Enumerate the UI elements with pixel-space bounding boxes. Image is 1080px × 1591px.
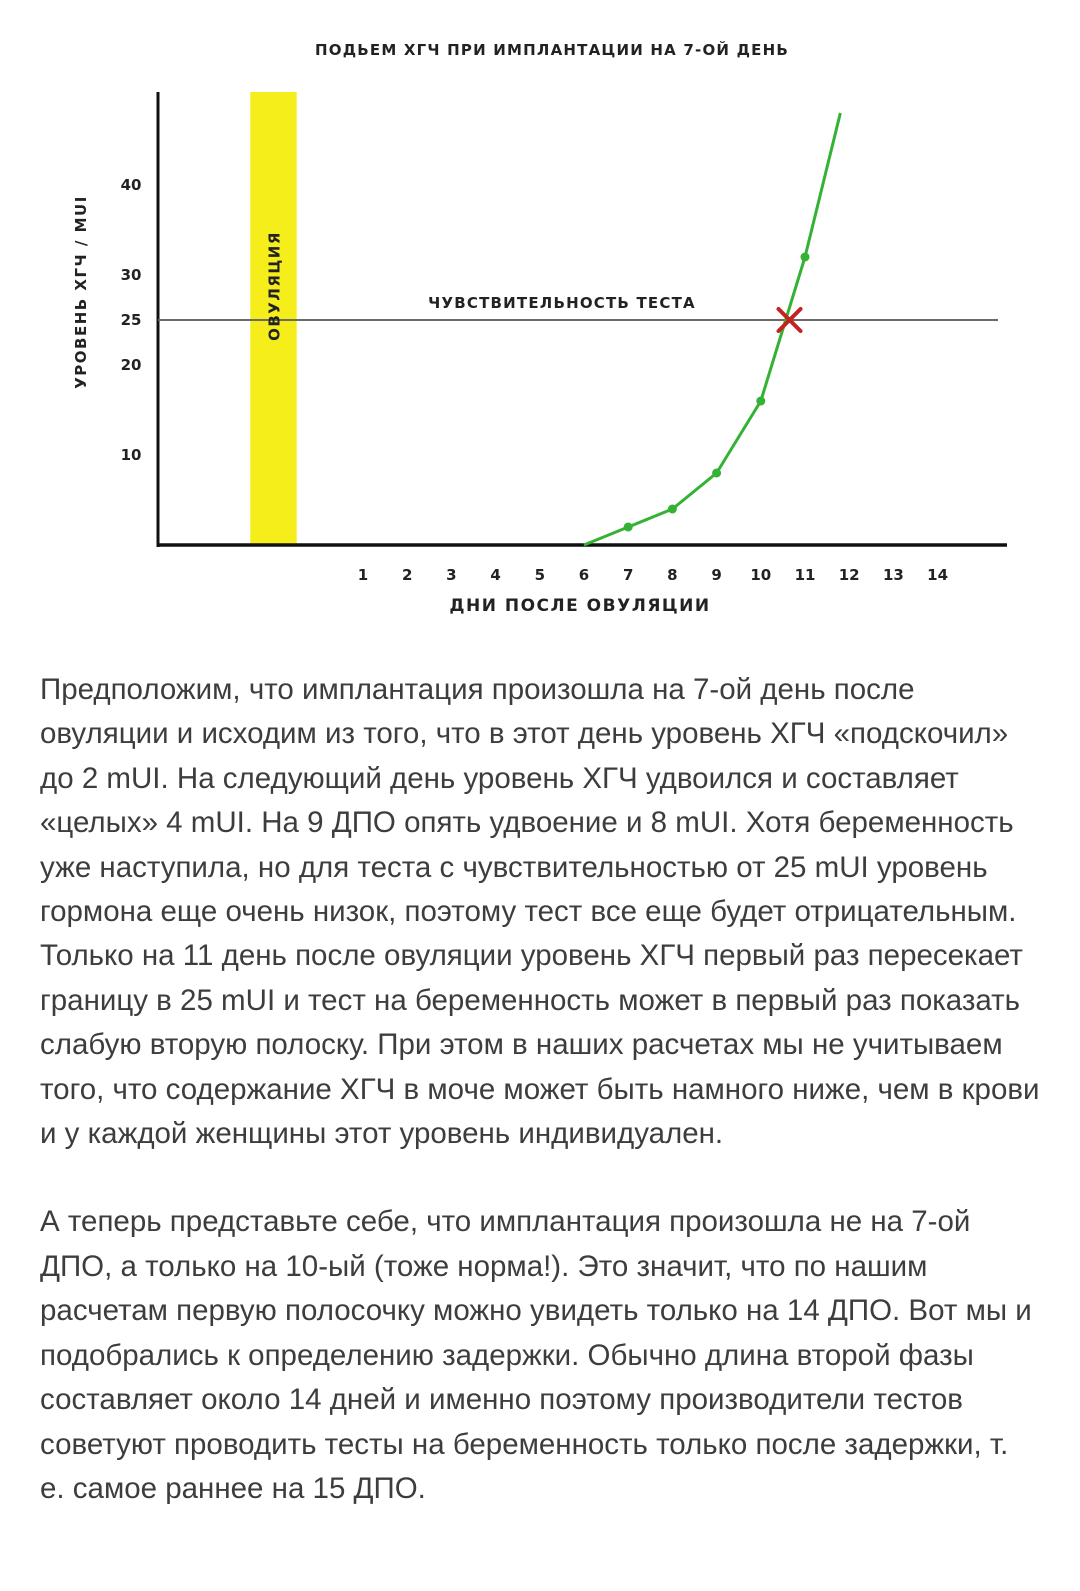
- hcg-rise-chart: [0, 0, 1080, 660]
- x-tick-label-12: 12: [838, 566, 860, 584]
- y-tick-label-25: 25: [120, 311, 142, 329]
- series-point-day-9: [712, 469, 721, 478]
- series-point-day-7: [624, 523, 633, 532]
- y-tick-label-30: 30: [120, 266, 142, 284]
- x-axis-label: ДНИ ПОСЛЕ ОВУЛЯЦИИ: [449, 596, 711, 616]
- x-tick-label-4: 4: [490, 566, 501, 584]
- x-tick-label-14: 14: [927, 566, 949, 584]
- y-tick-label-40: 40: [120, 176, 142, 194]
- x-tick-label-11: 11: [794, 566, 816, 584]
- article-body: [40, 668, 1040, 1511]
- chart-title: ПОДЬЕМ ХГЧ ПРИ ИМПЛАНТАЦИИ НА 7-ОЙ ДЕНЬ: [315, 41, 789, 59]
- y-tick-label-10: 10: [120, 446, 142, 464]
- x-tick-label-7: 7: [622, 566, 634, 584]
- article-paragraph-1: Предположим, что имплантация произошла на 7-ой день после овуляции и исходим из того, что в этот день уровень ХГЧ «подскочил» до 2 mUI. На следующий день уровень ХГЧ удвоился и составляет «целых» 4 mUI. На 9 ДПО опять удвоение и 8 mUI. Хотя беременность уже наступила, но для теста с чувствительностью от 25 mUI уровень гормона еще очень низок, поэтому тест все еще будет отрицательным. Только на 11 день после овуляции уровень ХГЧ первый раз пересекает границу в 25 mUI и тест на беременность может в первый раз показать слабую вторую полоску. При этом в наших расчетах мы не учитываем того, что содержание ХГЧ в моче может быть намного ниже, чем в крови и у каждой женщины этот уровень индивидуален.: [40, 673, 1040, 1151]
- x-tick-label-8: 8: [667, 566, 678, 584]
- x-tick-label-5: 5: [534, 566, 546, 584]
- chart-svg: [0, 0, 1080, 660]
- labels-layer: [72, 40, 948, 616]
- x-tick-label-10: 10: [750, 566, 772, 584]
- y-tick-label-20: 20: [120, 356, 142, 374]
- series-layer: [584, 113, 840, 545]
- series-point-day-8: [668, 505, 677, 514]
- series-point-day-10: [756, 397, 765, 406]
- x-tick-label-13: 13: [882, 566, 904, 584]
- series-line: [584, 113, 840, 545]
- x-tick-label-3: 3: [446, 566, 457, 584]
- article-paragraph-2: А теперь представьте себе, что имплантация произошла не на 7-ой ДПО, а только на 10-ый (тоже норма!). Это значит, что по нашим расчетам первую полосочку можно увидеть только на 14 ДПО. Вот мы и подобрались к определению задержки. Обычно длина второй фазы составляет около 14 дней и именно поэтому производители тестов советуют проводить тесты на беременность только после задержки, т. е. самое раннее на 15 ДПО.: [40, 1205, 1032, 1505]
- series-point-day-11: [801, 253, 810, 262]
- x-tick-label-6: 6: [578, 566, 590, 584]
- x-tick-label-2: 2: [401, 566, 413, 584]
- y-axis-label: УРОВЕНЬ ХГЧ / MUI: [72, 195, 90, 389]
- threshold-label: ЧУВСТВИТЕЛЬНОСТЬ ТЕСТА: [428, 294, 696, 312]
- x-tick-label-1: 1: [357, 566, 369, 584]
- x-tick-label-9: 9: [711, 566, 722, 584]
- ovulation-band-label: ОВУЛЯЦИЯ: [265, 231, 284, 341]
